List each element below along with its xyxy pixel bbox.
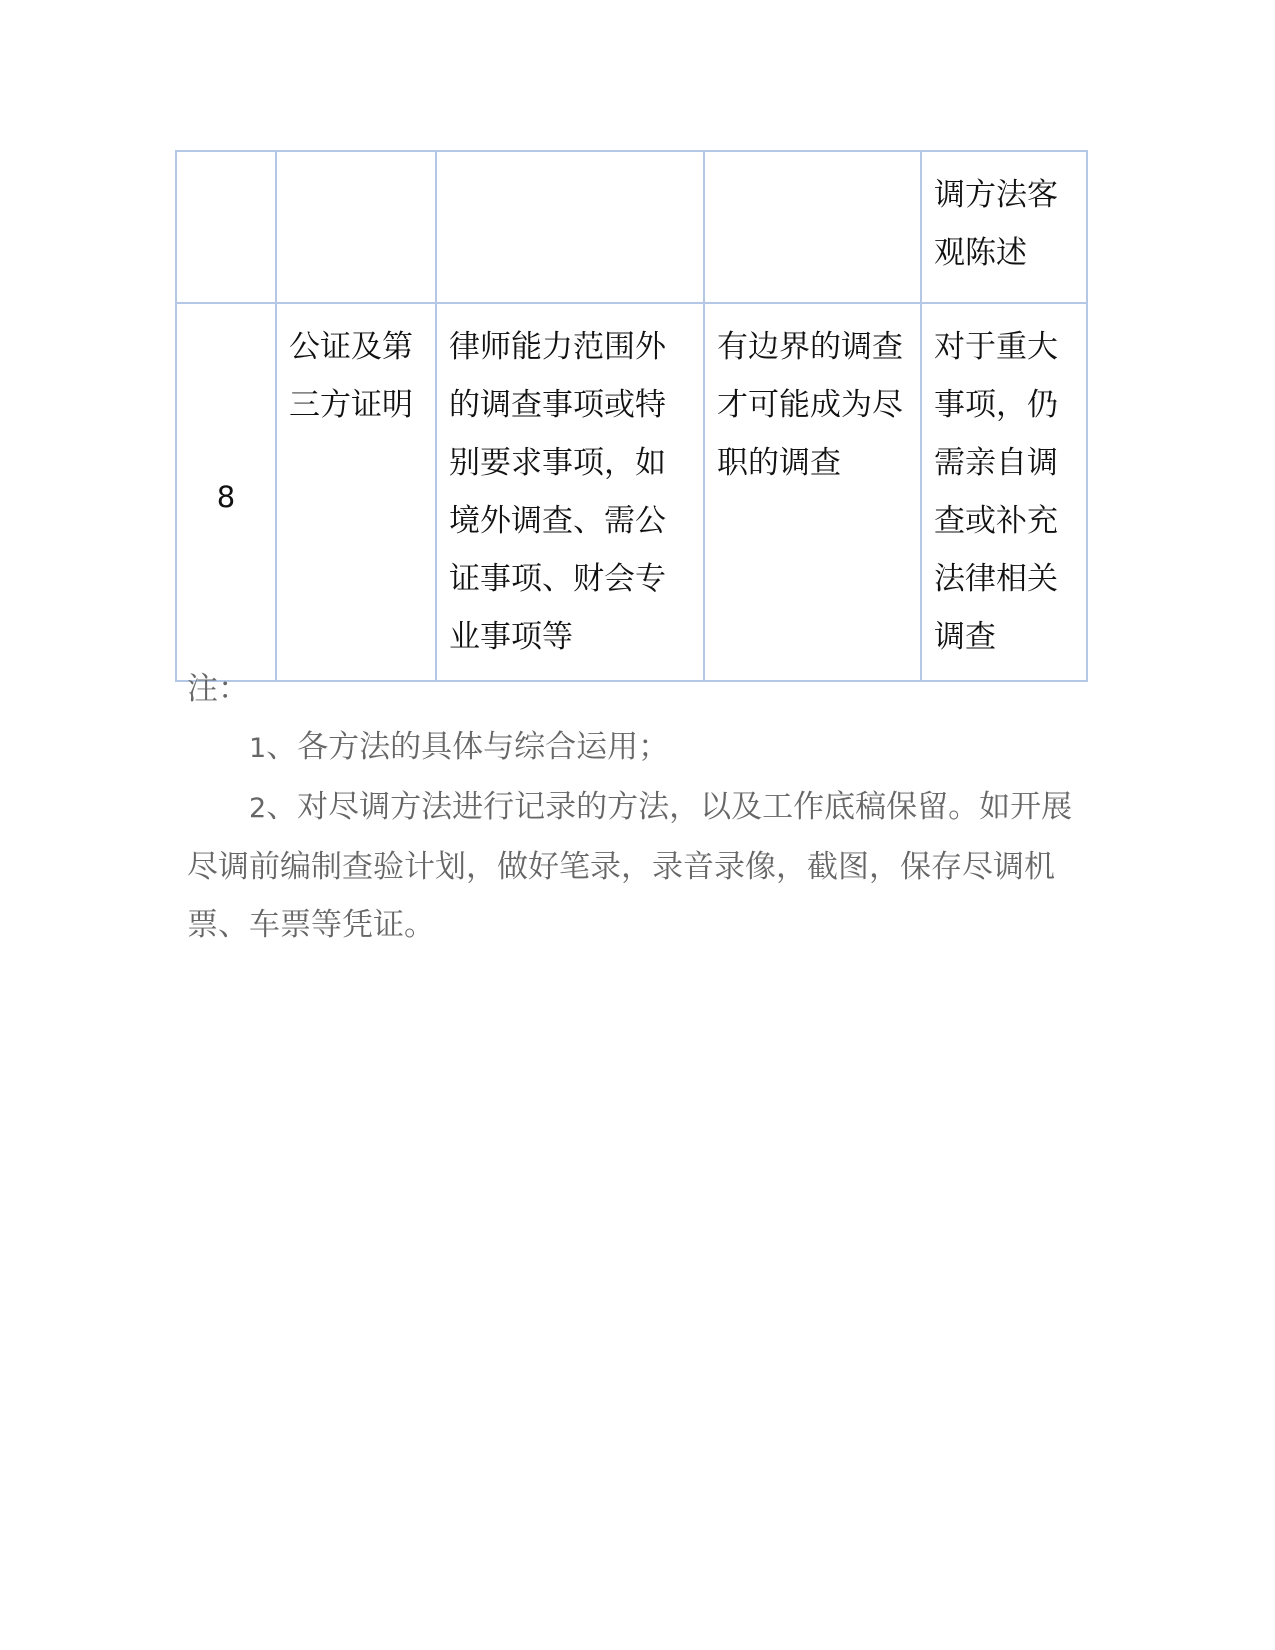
note-item-2-number: 2 [249,793,267,824]
number-cell [176,151,276,303]
number-cell: 8 [176,303,276,681]
due-diligence-methods-table [175,150,1088,682]
table-row [176,151,1087,303]
scope-cell [436,151,704,303]
requirement-cell: 调方法客观陈述 [921,151,1087,303]
requirement-cell: 对于重大事项，仍需亲自调查或补充法律相关调查 [921,303,1087,681]
notes-section [187,660,1086,954]
principle-cell: 有边界的调查才可能成为尽职的调查 [704,303,921,681]
note-item-1-text: 、各方法的具体与综合运用； [266,729,670,765]
principle-cell [704,151,921,303]
note-item-2-text: 、对尽调方法进行记录的方法，以及工作底稿保留。如开展尽调前编制查验计划，做好笔录，录音录像，截图，保存尽调机票、车票等凭证。 [187,789,1073,943]
scope-cell: 律师能力范围外的调查事项或特别要求事项，如境外调查、需公证事项、财会专业事项等 [436,303,704,681]
notes-heading: 注： [187,671,249,707]
note-item-2 [187,778,1086,954]
method-cell: 公证及第三方证明 [276,303,436,681]
method-cell [276,151,436,303]
table-row [176,303,1087,681]
note-item-1 [187,718,1086,778]
note-item-1-number: 1 [249,733,267,764]
